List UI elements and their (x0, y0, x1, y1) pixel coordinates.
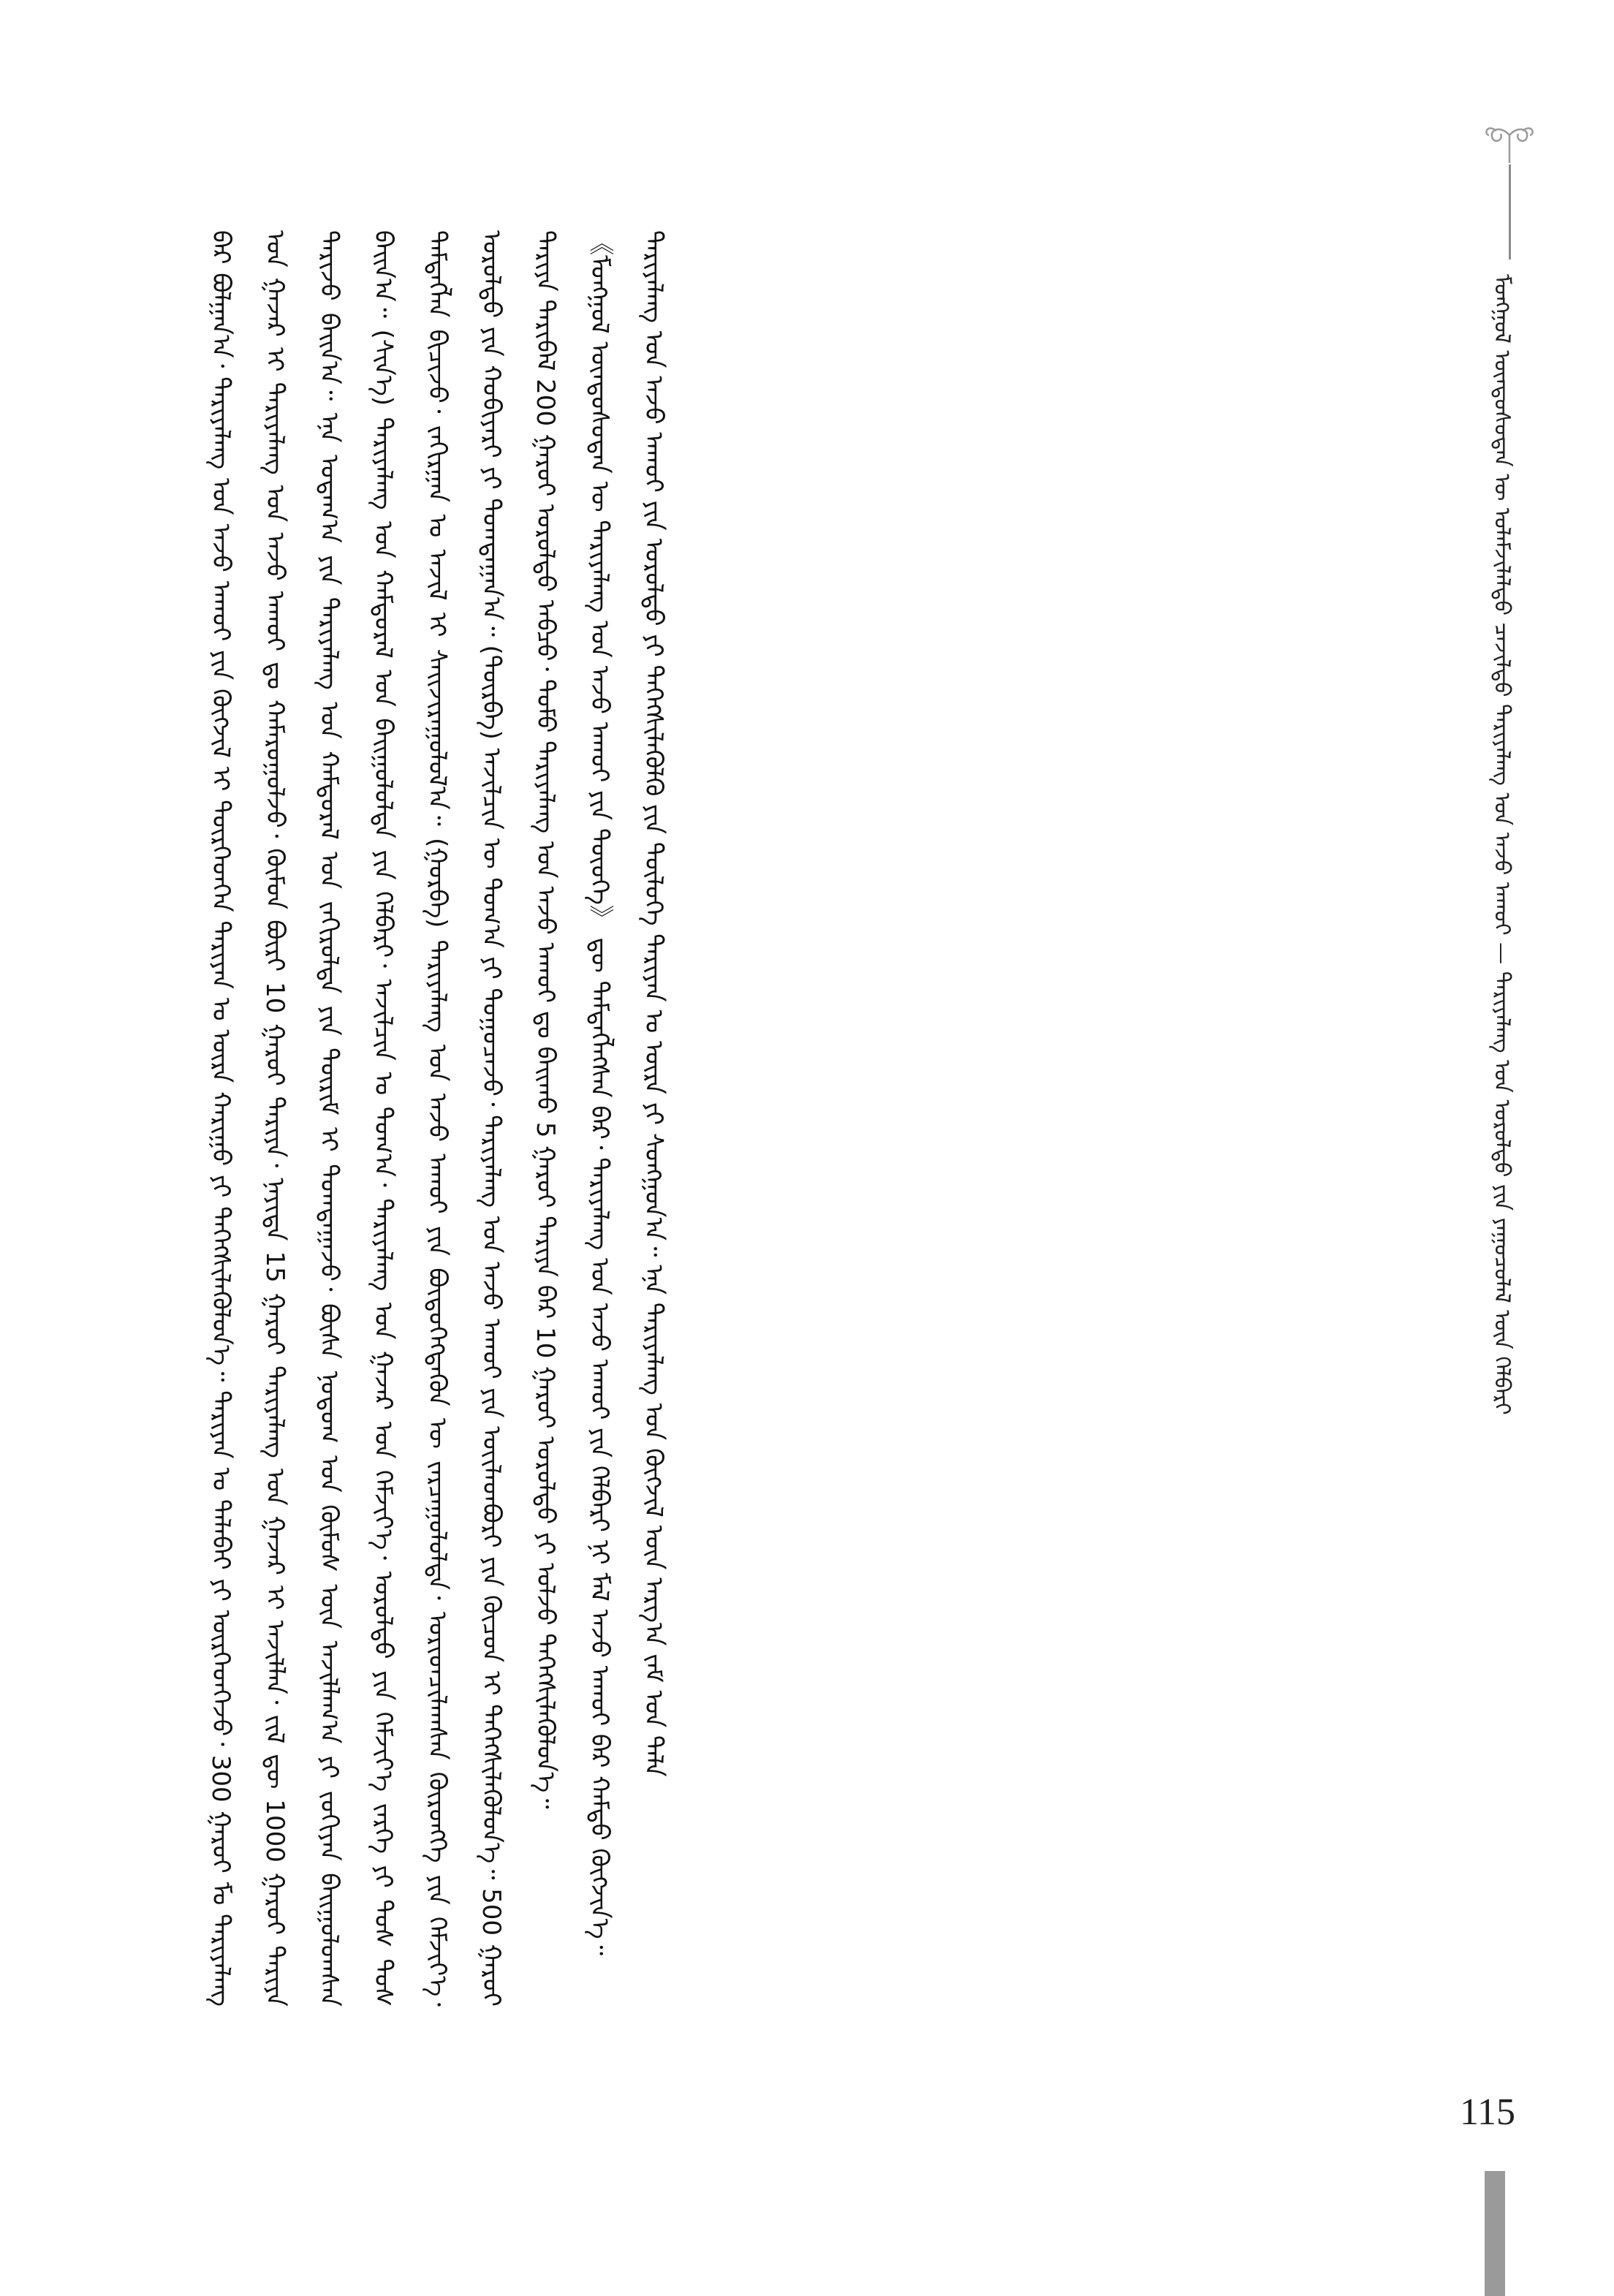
paragraph: 《ᠮᠣᠩᠭᠣᠯ ᠦᠨᠳᠦᠰᠦᠲᠡᠨ ᠦ ᠲᠠᠷᠢᠶᠠᠯᠠᠩ ᠤᠨ ᠠᠵᠤ ᠠᠬᠤᠢ ᠶᠢᠨ ᠲᠦᠦᠬᠡ》 ᠳᠦ ᠲᠡᠮᠳᠡᠭᠯᠡᠭᠰᠡᠨ ᠪᠠᠷ᠂ ᠲᠠᠷᠢᠶᠠᠯᠠᠩ ᠤᠨ ᠠᠵᠤ ᠠᠬᠤᠢ ᠶᠢᠨ ᠬᠡᠯᠪᠡᠷᠢ ᠨᠢ ᠮᠠᠯ ᠠᠵᠤ ᠠᠬᠤᠢ ᠪᠠᠷ ᠬᠠᠮᠲᠤ ᠬᠦᠭᠵᠢᠨ᠎ᠡ᠃ (585, 230, 614, 1956)
page-number: 115 (1459, 2091, 1516, 2133)
running-header: ᠮᠣᠩᠭᠣᠯ ᠦᠨᠳᠦᠰᠦᠲᠡᠨ ᠦ ᠤᠯᠠᠮᠵᠢᠯᠠᠯᠲᠤ ᠴᠡᠵᠢᠯᠲᠦ ᠲᠠᠷᠢᠶᠠᠯᠠᠩ ᠤᠨ ᠠᠵᠤ ᠠᠬᠤᠢ — ᠲᠠᠷᠢᠶᠠᠯᠠᠩ ᠤᠨ ᠤᠷᠤᠯᠲᠤ ᠶᠢᠨ ᠶᠠᠭᠤᠴᠤᠯᠠᠯ ᠦᠨ ᠬᠡᠯᠪᠡᠷᠢ (1489, 274, 1515, 1415)
paragraph: ᠲᠠᠷᠢᠶᠠᠯᠠᠩ ᠤᠨ ᠠᠵᠤ ᠠᠬᠤᠢ ᠶᠢᠨ ᠤᠷᠤᠯᠲᠤ ᠶᠢ ᠳᠡᠭᠡᠭᠰᠢᠯᠡᠭᠦᠯᠬᠦ ᠶᠢᠨ ᠲᠥᠯᠦᠭᠡ ᠲᠠᠷᠢᠶᠠᠨ ᠤ ᠦᠷᠡ ᠶᠢ ᠰᠣᠩᠭᠣᠨ᠎ᠠ᠃ ᠡᠨᠡ ᠲᠠᠷᠢᠶᠠᠯᠠᠩ ᠤᠨ ᠬᠦᠭᠵᠢᠯ ᠦᠨ ᠠᠷᠭ᠎ᠠ ᠵᠠᠮ ᠤᠨ ᠲᠡᠯᠡ (639, 230, 668, 1777)
ornament-icon (1480, 121, 1539, 164)
main-text (194, 230, 1444, 2007)
paragraph: ᠪᠡᠷ ᠪᠣᠯᠭᠠᠨ᠎ᠠ᠂ ᠲᠠᠷᠢᠶᠠᠯᠠᠩ ᠤᠨ ᠠᠵᠤ ᠠᠬᠤᠢ ᠶᠢᠨ ᠬᠦᠭᠵᠢᠯ ᠢ ᠲᠦᠷᠭᠡᠳᠬᠡᠨ ᠲᠠᠷᠢᠶᠠᠨ ᠤ ᠦᠷᠡ ᠬᠠᠷᠢᠭᠤ ᠶᠢ ᠳᠡᠭᠡᠭᠰᠢᠯᠡᠭᠦᠯᠦᠨ᠎ᠡ᠃ ᠲᠠᠷᠢᠶᠠᠨ ᠤ ᠲᠠᠯᠠᠪᠠᠢ ᠶᠢ ᠦᠷᠭᠡᠳᠬᠡᠵᠦ᠂ 300 ᠭᠠᠷᠤᠢ ᠮᠤ ᠲᠠᠷᠢᠶᠠᠯᠠᠩ ᠤᠨ ᠭᠠᠵᠠᠷ ᠢ ᠲᠠᠷᠢᠶᠠᠯᠠᠩ ᠤᠨ ᠠᠵᠤ ᠠᠬᠤᠢ ᠳᠤ ᠬᠠᠮᠠᠷᠤᠭᠤᠯᠵᠤ᠂ ᠬᠦᠮᠦᠨ ᠪᠦᠷᠢ 10 ᠭᠠᠷᠤᠢ ᠲᠠᠷᠢᠶᠠ᠂ ᠨᠡᠶᠢᠲᠡ 15 ᠭᠠᠷᠤᠢ ᠲᠠᠷᠢᠶᠠᠯᠠᠩ ᠤᠨ ᠭᠠᠵᠠᠷ ᠢ ᠠᠵᠢᠯᠯᠠᠨ᠂ ᠵᠢᠯ ᠳᠦ 1000 ᠭᠠᠷᠤᠢ ᠲᠠᠷᠢᠶᠠ ᠲᠠᠷᠢᠵᠤ ᠪᠠᠢᠨ᠎ᠠ᠃ ᠡᠨᠡ ᠤᠳᠠᠭ᠎ᠠ ᠶᠢᠨ ᠲᠠᠷᠢᠶᠠᠯᠠᠩ ᠤᠨ ᠬᠠᠮᠲᠤᠷᠠᠯ ᠤᠨ ᠵᠠᠬᠢᠷᠤᠯᠲᠠ ᠶᠢᠨ ᠳᠦᠷᠢᠮ ᠢ ᠲᠣᠭᠲᠠᠭᠠᠵᠤ᠂ ᠪᠦᠰᠡ ᠨᠤᠲᠤᠭ ᠤᠨ ᠬᠦᠮᠦᠰ ᠦᠨ ᠠᠵᠢᠯᠯᠠᠭ᠎ᠠ ᠶᠢ ᠵᠣᠬᠢᠶᠠᠨ ᠪᠠᠢᠭᠤᠯᠤᠭᠰᠠᠨ ᠪᠠᠢᠨ᠎ᠠ᠃ (ᠰᠢᠨ᠎ᠡ) ᠲᠠᠷᠢᠶᠠᠯᠠᠩ ᠤᠨ ᠬᠠᠮᠲᠤᠷᠠᠯ ᠤᠨ ᠪᠠᠢᠭᠤᠯᠤᠯᠲᠠ ᠶᠢᠨ ᠬᠡᠯᠪᠡᠷᠢ᠂ ᠠᠵᠢᠯᠴᠢᠨ ᠤ ᠲᠣᠭ᠎ᠠ᠂ ᠲᠠᠷᠢᠶᠠᠯᠠᠩ ᠤᠨ ᠭᠠᠵᠠᠷ ᠤᠨ ᠬᠡᠮᠵᠢᠶ᠎ᠡ᠂ ᠤᠷᠤᠯᠲᠤ ᠶᠢᠨ ᠬᠡᠮᠵᠢᠶ᠎ᠡ ᠵᠡᠷᠭᠡ ᠶᠢ ᠲᠤᠰ ᠲᠤᠰ ᠲᠡᠮᠳᠡᠭᠯᠡᠨ ᠪᠢᠴᠢᠵᠦ᠂ ᠵᠠᠬᠢᠷᠭᠠᠨ ᠤ ᠠᠵᠢᠯ ᠢ ᠰᠠᠢᠵᠢᠷᠠᠭᠤᠯᠤᠯ᠎ᠠ᠃ (ᠭᠤᠷᠪᠠ) ᠲᠠᠷᠢᠶᠠᠯᠠᠩ ᠤᠨ ᠠᠵᠤ ᠠᠬᠤᠢ ᠶᠢᠨ ᠪᠦᠲᠦᠭᠡᠭᠳᠡᠬᠦᠨ ᠦ ᠵᠠᠷᠴᠠᠭᠤᠯᠤᠯᠲᠠ᠂ ᠤᠷᠢᠳᠴᠢᠯᠠᠭᠰᠠᠨ ᠬᠦᠷᠦᠩᠭᠡ ᠶᠢᠨ ᠬᠡᠮᠵᠢᠶ᠎ᠡ᠂ ᠤᠷᠤᠯᠲᠤ ᠶᠢᠨ ᠬᠤᠪᠢᠶᠠᠷᠢ ᠶᠢ ᠲᠣᠭᠲᠠᠭᠠᠨ᠎ᠠ᠃ (ᠳᠦᠷᠪᠡ) ᠠᠵᠢᠯᠴᠢᠨ ᠦ ᠲᠣᠭ᠎ᠠ ᠶᠢ ᠲᠣᠭᠤᠴᠠᠵᠤ᠂ ᠲᠠᠷᠢᠶᠠᠯᠠᠩ ᠤᠨ ᠠᠵᠤ ᠠᠬᠤᠢ ᠶᠢᠨ ᠦᠢᠯᠡᠳᠪᠦᠷᠢ ᠶᠢᠨ ᠬᠦᠴᠦᠨ ᠢ ᠳᠡᠭᠡᠭᠰᠢᠯᠡᠭᠦᠯᠦᠨ᠎ᠡ᠃ 500 ᠭᠠᠷᠤᠢ ᠲᠠᠷᠢᠶᠠ ᠲᠠᠷᠢᠪᠠᠯ 200 ᠭᠠᠷᠤᠢ ᠤᠷᠤᠯᠲᠤ ᠠᠪᠴᠤ᠂ ᠲᠣᠮᠣ ᠲᠠᠷᠢᠶᠠᠯᠠᠩ ᠤᠨ ᠠᠵᠤ ᠠᠬᠤᠢ ᠳᠤ ᠪᠠᠢᠬᠤ 5 ᠭᠠᠷᠤᠢ ᠲᠠᠷᠢᠶᠠ ᠪᠠᠷ 10 ᠭᠠᠷᠤᠢ ᠤᠷᠤᠯᠲᠤ ᠶᠢ ᠣᠯᠵᠤ ᠳᠡᠭᠡᠭᠰᠢᠯᠡᠭᠦᠯᠦᠨ᠎ᠡ᠃ (206, 230, 560, 2007)
header-rule (1509, 164, 1511, 259)
page-edge-bar (1485, 2171, 1505, 2296)
